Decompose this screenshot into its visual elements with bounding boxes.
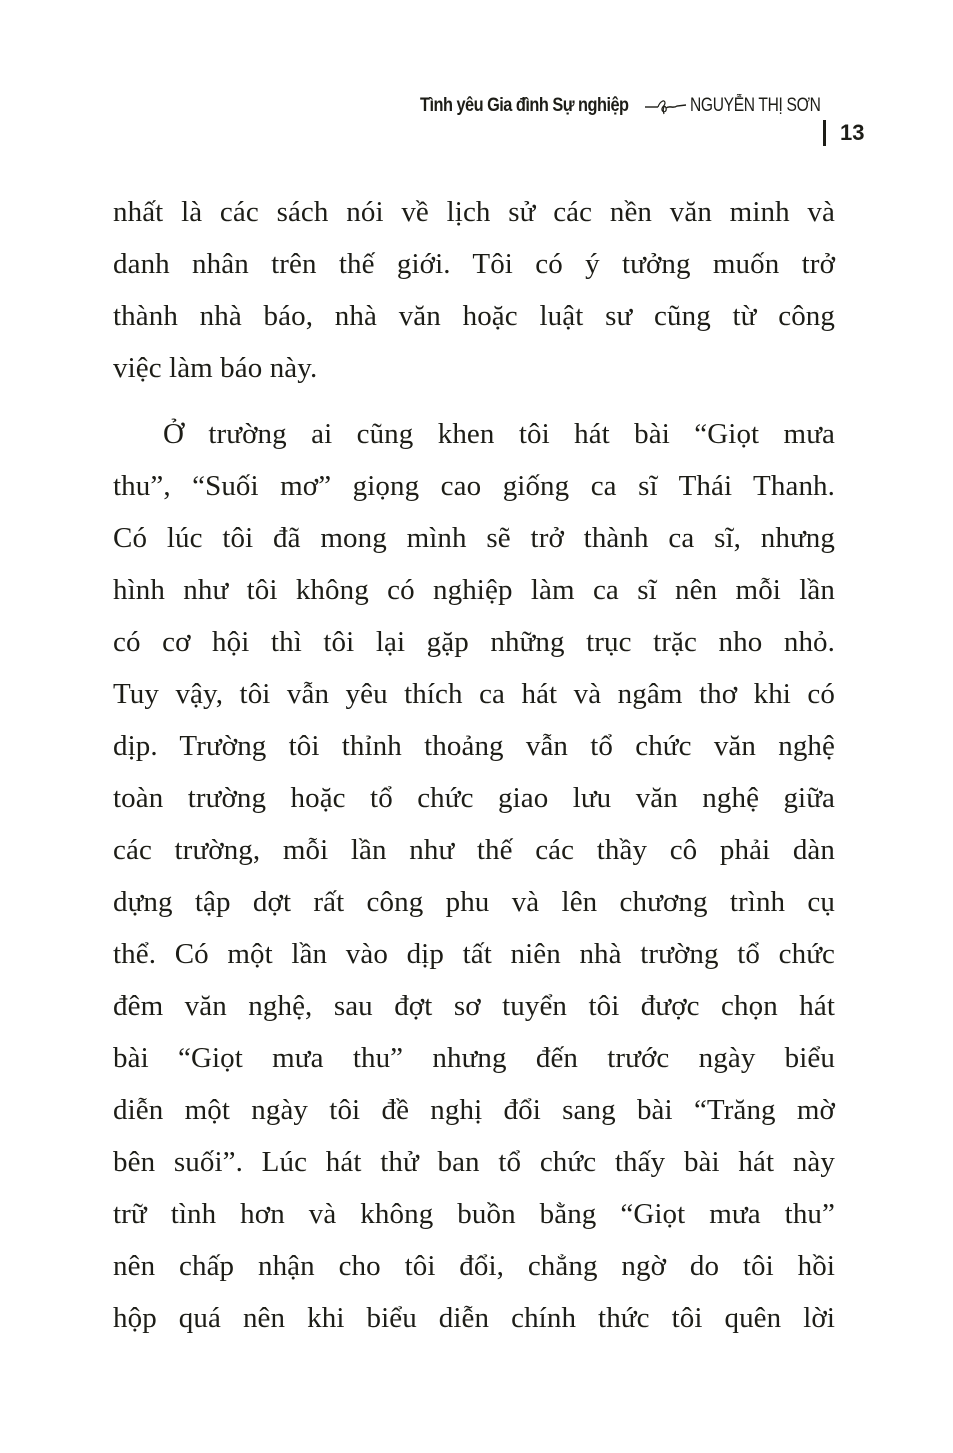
text-line: danh nhân trên thế giới. Tôi có ý tưởng muốn trở <box>113 248 835 280</box>
paragraph-1 <box>113 186 835 394</box>
text-line: các trường, mỗi lần như thế các thầy cô phải dàn <box>113 834 835 866</box>
text-line: đêm văn nghệ, sau đợt sơ tuyển tôi được chọn hát <box>113 990 835 1022</box>
text-line: toàn trường hoặc tổ chức giao lưu văn nghệ giữa <box>113 782 835 814</box>
text-line: nên chấp nhận cho tôi đổi, chẳng ngờ do tôi hồi <box>113 1250 835 1282</box>
text-line: Tuy vậy, tôi vẫn yêu thích ca hát và ngâm thơ khi có <box>113 678 835 710</box>
text-line: bài “Giọt mưa thu” nhưng đến trước ngày biểu <box>113 1042 835 1074</box>
text-line: Có lúc tôi đã mong mình sẽ trở thành ca sĩ, nhưng <box>113 522 835 554</box>
paragraph-gap <box>113 394 835 408</box>
text-line: việc làm báo này. <box>113 352 318 384</box>
text-line: Ở trường ai cũng khen tôi hát bài “Giọt mưa <box>163 418 835 450</box>
flourish-ornament-icon <box>644 96 688 116</box>
text-line: bên suối”. Lúc hát thử ban tổ chức thấy bài hát này <box>113 1146 835 1178</box>
text-line: thể. Có một lần vào dịp tất niên nhà trường tổ chức <box>113 938 835 970</box>
folio-divider <box>823 120 826 146</box>
text-line: dịp. Trường tôi thỉnh thoảng vẫn tổ chức văn nghệ <box>113 730 835 762</box>
text-line: hình như tôi không có nghiệp làm ca sĩ nên mỗi lần <box>113 574 835 606</box>
text-line: hộp quá nên khi biểu diễn chính thức tôi quên lời <box>113 1302 835 1334</box>
text-line: dựng tập dợt rất công phu và lên chương trình cụ <box>113 886 835 918</box>
text-line: nhất là các sách nói về lịch sử các nền văn minh và <box>113 196 835 228</box>
text-line: trữ tình hơn và không buồn bằng “Giọt mưa thu” <box>113 1198 835 1230</box>
book-title: Tình yêu Gia đình Sự nghiệp <box>420 95 629 116</box>
page-number-value: 13 <box>840 120 865 145</box>
paragraph-2 <box>113 408 835 1344</box>
body-text <box>113 186 835 1344</box>
text-line: diễn một ngày tôi đề nghị đổi sang bài “Trăng mờ <box>113 1094 835 1126</box>
text-line: có cơ hội thì tôi lại gặp những trục trặc nho nhỏ. <box>113 626 835 658</box>
text-line: thành nhà báo, nhà văn hoặc luật sư cũng từ công <box>113 300 835 332</box>
text-line: thu”, “Suối mơ” giọng cao giống ca sĩ Thái Thanh. <box>113 470 835 502</box>
page-number <box>823 118 864 148</box>
author-name: NGUYỄN THỊ SƠN <box>690 95 821 116</box>
running-head <box>420 92 849 120</box>
